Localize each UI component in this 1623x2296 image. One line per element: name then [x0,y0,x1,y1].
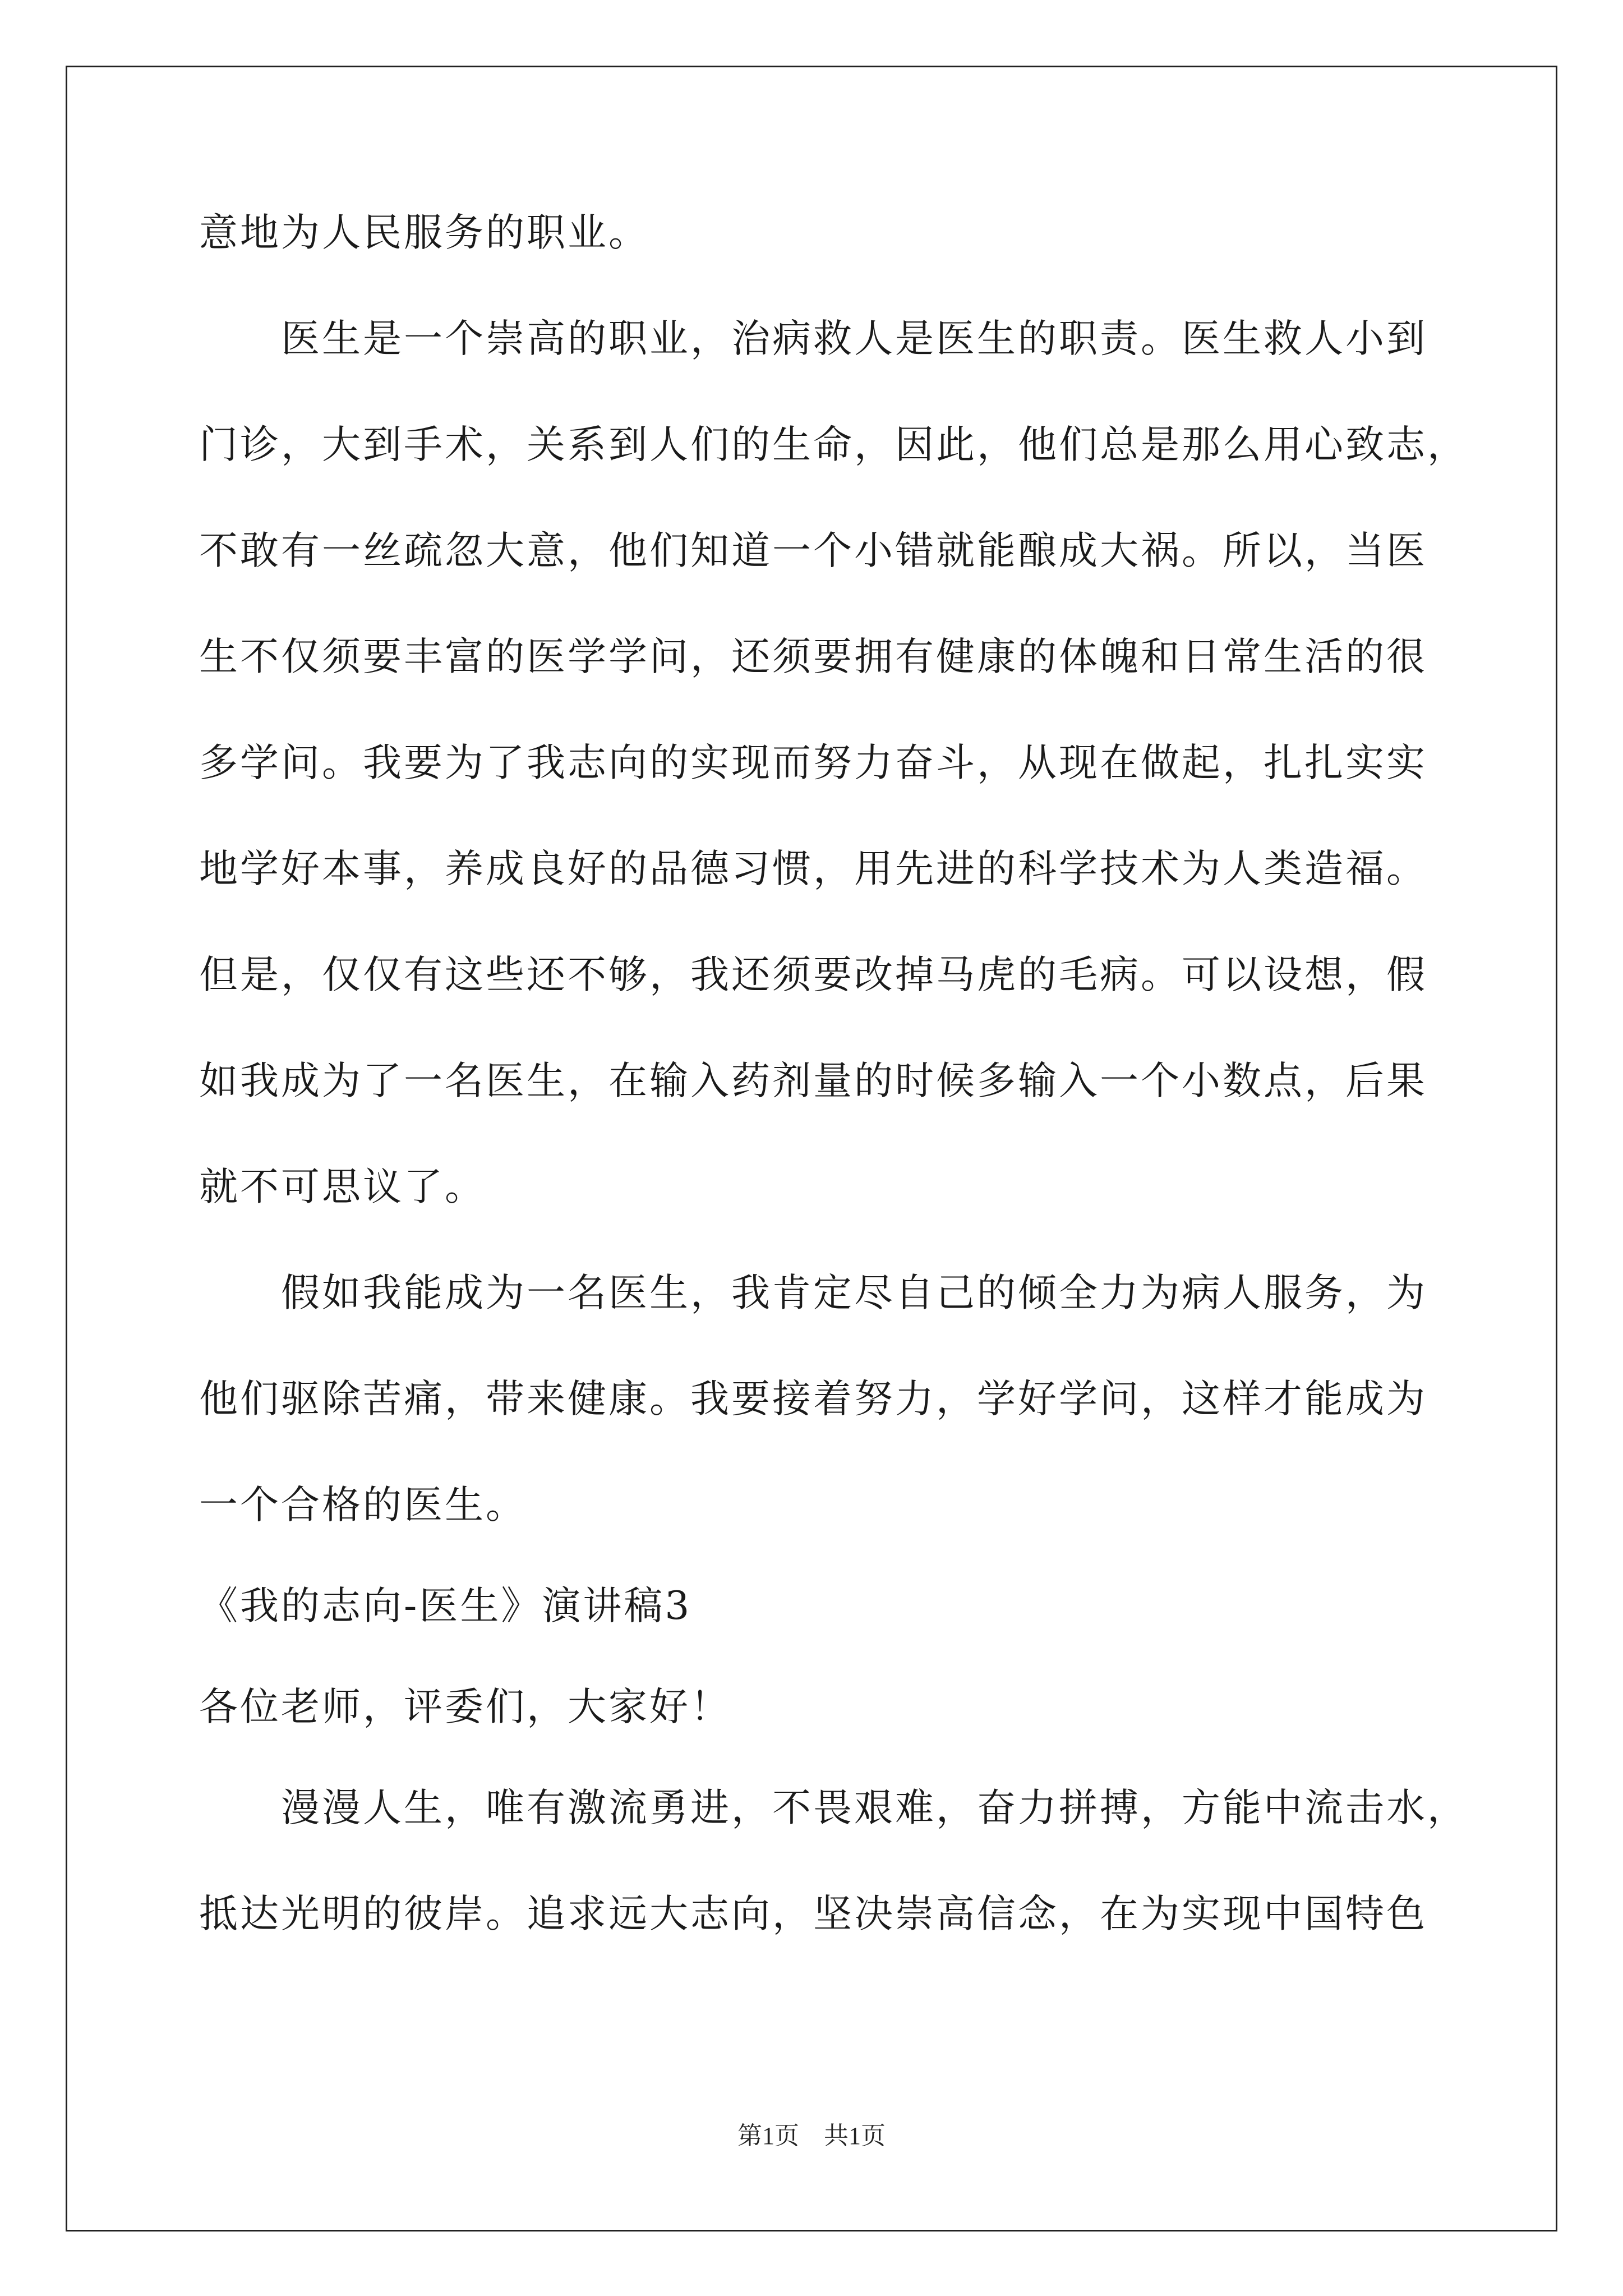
text-line-1: 意地为人民服务的职业。 [199,210,649,255]
page-number-footer: 第1页 共1页 [737,2122,886,2150]
text-line-9: 如我成为了一名医生，在输入药剂量的时候多输入一个小数点，后果 [199,1059,1427,1103]
text-line-13: 一个合格的医生。 [199,1483,527,1527]
text-line-6: 多学问。我要为了我志向的实现而努力奋斗，从现在做起，扎扎实实 [199,740,1427,785]
text-line-4: 不敢有一丝疏忽大意，他们知道一个小错就能酿成大祸。所以，当医 [199,528,1427,573]
paragraph-start-if-i-become-doctor: 假如我能成为一名医生，我肯定尽自己的倾全力为病人服务，为 [281,1271,1427,1315]
text-line-5: 生不仅须要丰富的医学学问，还须要拥有健康的体魄和日常生活的很 [199,634,1427,679]
text-line-7: 地学好本事，养成良好的品德习惯，用先进的科学技术为人类造福。 [199,846,1427,891]
paragraph-start-doctor-noble: 医生是一个崇高的职业，治病救人是医生的职责。医生救人小到 [281,316,1427,361]
document-body [199,202,1468,1989]
text-line-8: 但是，仅仅有这些还不够，我还须要改掉马虎的毛病。可以设想，假 [199,953,1427,997]
greeting: 各位老师，评委们，大家好！ [199,1685,731,1729]
paragraph-start-life-journey: 漫漫人生，唯有激流勇进，不畏艰难，奋力拼搏，方能中流击水， [281,1786,1468,1830]
text-line-17: 抵达光明的彼岸。追求远大志向，坚决崇高信念，在为实现中国特色 [199,1892,1427,1936]
speech-title: 《我的志向-医生》演讲稿3 [199,1584,692,1628]
text-line-3: 门诊，大到手术，关系到人们的生命，因此，他们总是那么用心致志， [199,422,1468,467]
text-line-12: 他们驱除苦痛，带来健康。我要接着努力，学好学问，这样才能成为 [199,1377,1427,1421]
text-line-10: 就不可思议了。 [199,1165,486,1209]
